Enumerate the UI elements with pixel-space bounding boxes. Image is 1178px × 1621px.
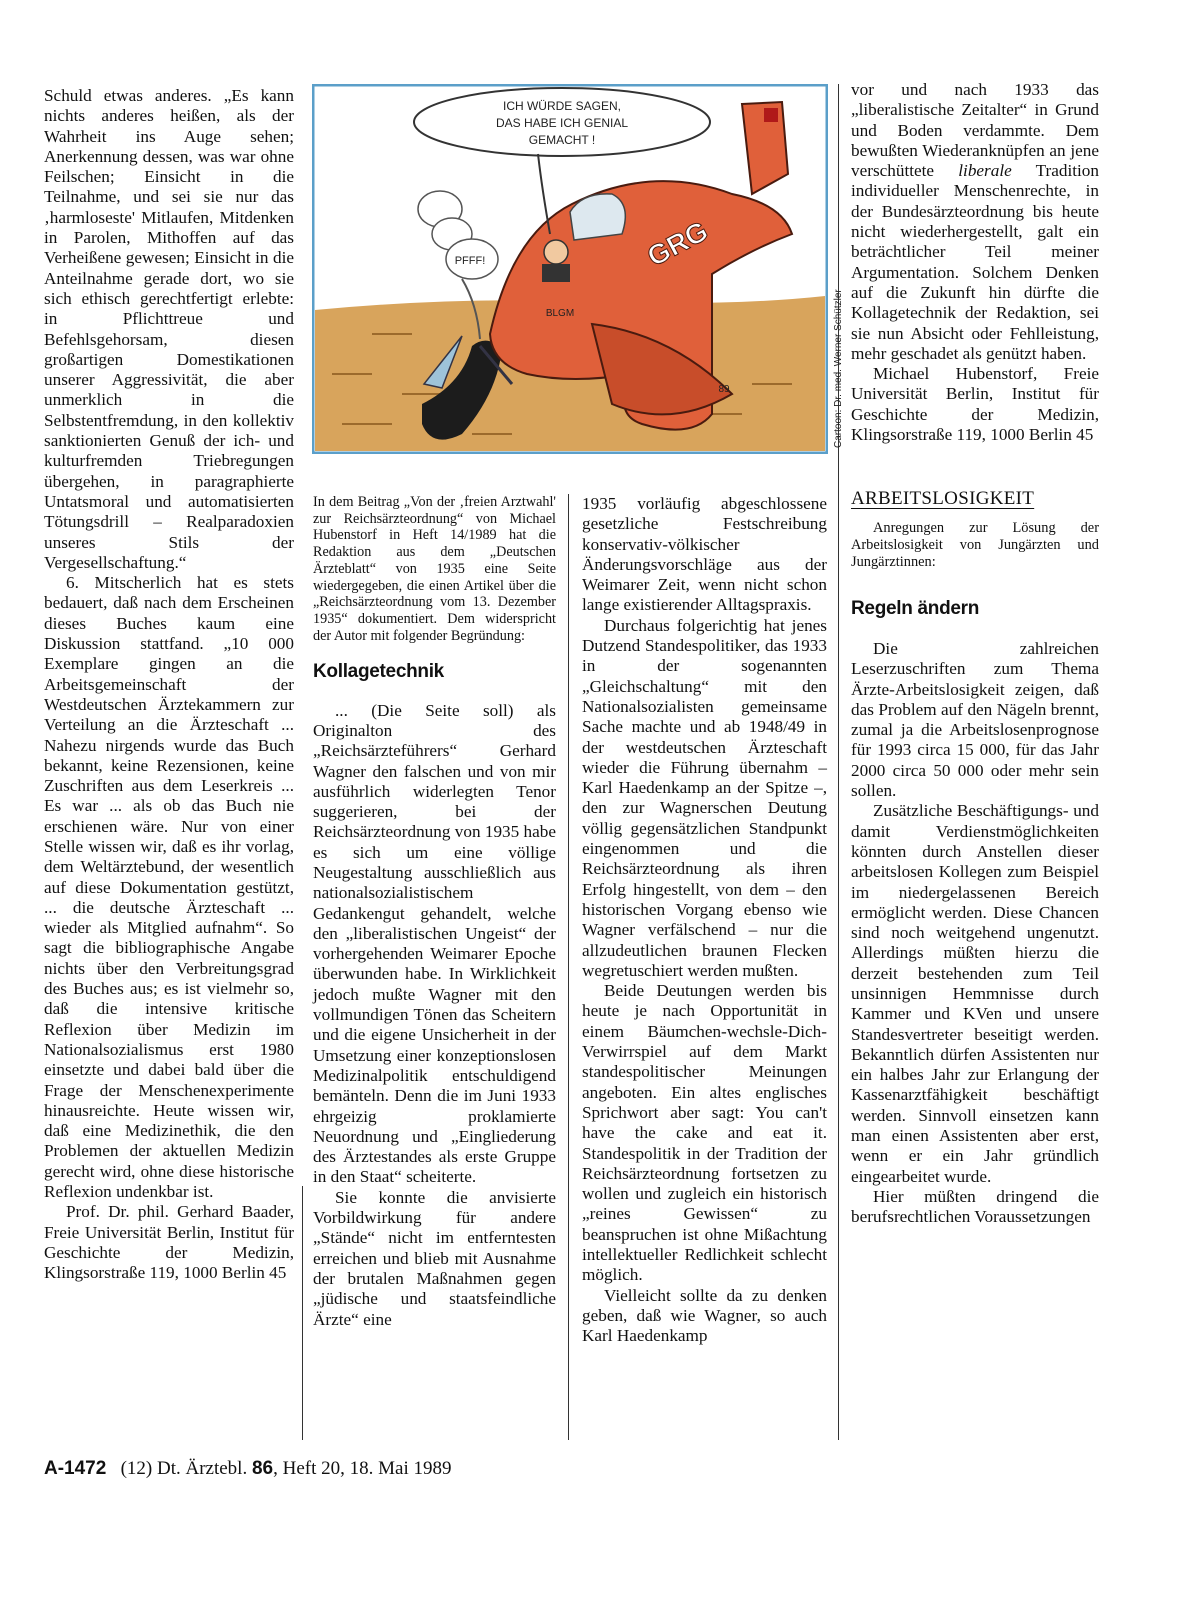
page-number: A-1472 [44,1458,107,1479]
pilot-head [544,240,568,264]
column-4 [851,80,1099,1228]
paragraph: 6. Mitscherlich hat es stets bedauert, daß nach dem Erscheinen dieses Buches kaum eine Diskussion stattfand. „10 000 Exemplare gingen an die Arbeitsgemeinschaft der Westdeutschen Ärztekammern zur Verteilung an die Ärzteschaft ... Nahezu nirgends wurde das Buch bekannt, keine Rezensionen, keine Zuschriften aus dem Leserkreis ... Es war ... als ob das Buch nie erschienen wäre. Nur von einer Stelle wissen wir, daß es ihr vorlag, dem Weltärztebund, der wesentlich auf diese Dokumentation gestützt, ... die deutsche Ärzteschaft ... wieder als Mitglied aufnahm“. So sagt die bibliographische Angabe nichts über den Verbreitungsgrad des Buches aus; es ist vielmehr so, daß die intensive kritische Reflexion über Medizin im Nationalsozialismus erst 1980 einsetzte und dabei bald über die Frage der Menschenexperimente hinausreichte. Heute wissen wir, daß eine Medizinethik, die den Problemen der aktuellen Medizin gerecht wird, ohne diese historische Reflexion undenkbar ist. [44,573,294,1202]
column-3 [582,494,827,1346]
paragraph: Sie konnte die anvisierte Vorbildwirkung für andere „Stände“ nicht im entferntesten erreichen und blieb mit Ausnahme der brutalen Maßnahmen gegen „jüdische und staatsfeindliche Ärzte“ eine [313,1187,556,1329]
paragraph: Hier müßten dringend die berufsrechtlichen Voraussetzungen [851,1186,1099,1227]
column-2 [313,494,556,1330]
paragraph: Durchaus folgerichtig hat jenes Dutzend Standespolitiker, das 1933 in der sogenannten „Gleichschaltung“ mit den Nationalsozialisten gemeinsame Sache machte und ab 1948/49 in der westdeutschen Ärzteschaft wieder die Führung übernahm – Karl Haedenkamp an der Spitze –, den zur Wagnerschen Deutung völlig gegensätzlichen Standpunkt eingenommen und die Reichsärzteordnung als ihren Erfolg hingestellt, von dem – den historischen Vorgang ebenso wie Wagner verfälschend – nur die allzudeutlichen braunen Flecken wegretuschiert werden mußten. [582,615,827,980]
speech-line: DAS HABE ICH GENIAL [495,116,629,130]
artist-signature: 89 [718,384,730,395]
editorial-intro: In dem Beitrag „Von der ‚freien Arztwahl' zur Reichsärzteordnung“ von Michael Hubenstorf in Heft 14/1989 hat die Redaktion aus dem „Deutschen Ärzteblatt“ von 1935 eine Seite wiedergegeben, die einen Artikel über die „Reichsärzteordnung vom 13. Dezember 1935“ dokumentiert. Dem widerspricht der Autor mit folgender Begründung: [313,494,556,644]
page-footer [44,1458,451,1480]
author-signature: Michael Hubenstorf, Freie Universität Berlin, Institut für Geschichte der Medizin, Klingsorstraße 119, 1000 Berlin 45 [851,364,1099,445]
column-1 [44,86,294,1284]
emphasis: liberale [958,161,1012,181]
tail-mark [764,108,778,122]
volume: 86 [251,1458,274,1479]
issue-date: , Heft 20, 18. Mai 1989 [273,1458,452,1479]
plane-label: GRG [642,214,713,273]
author-signature: Prof. Dr. phil. Gerhard Baader, Freie Universität Berlin, Institut für Geschichte der Medizin, Klingsorstraße 119, 1000 Berlin 45 [44,1202,294,1283]
speech-line: ICH WÜRDE SAGEN, [502,99,622,113]
article-heading: Kollagetechnik [313,661,444,683]
paragraph: Vielleicht sollte da zu denken geben, daß wie Wagner, so auch Karl Haedenkamp [582,1285,827,1346]
paragraph: Zusätzliche Beschäftigungs- und damit Verdienstmöglichkeiten könnten durch Anstellen dieser arbeitslosen Kollegen zum Beispiel im niedergelassenen Bereich ermöglicht werden. Diese Chancen sind noch weitgehend ungenutzt. Allerdings müßten hierzu die derzeit bestehenden zum Teil unsinnigen Hemmnisse durch Kammer und KVen und unsere Standesvertreter beseitigt werden. Bekanntlich dürfen Assistenten nur ein halbes Jahr zur Erlangung der Kassenarztfähigkeit beschäftigt werden. Sinnvoll einsetzen kann man einen Assistenten aber erst, wenn er ein Jahr gründlich eingearbeitet wurde. [851,801,1099,1186]
column-rule [568,494,569,1440]
svg-text:Cartoon: Dr. med. Werner Schüt: Cartoon: Dr. med. Werner Schützler [833,289,844,448]
paragraph: vor und nach 1933 das „liberalistische Zeitalter“ in Grund und Boden verdammte. Dem bewußten Wiederanknüpfen an jene verschüttete liberale Tradition individueller Menschenrechte, in der Bundesärzteordnung bis heute nicht wiederhergestellt, galt ein beträchtlicher Teil meiner Argumentation. Solchem Denken auf die Zukunft hin dürfte die Kollagetechnik der Redaktion, sei sie nun Absicht oder Fehlleistung, mehr geschadet als genützt haben. [851,80,1099,363]
article-heading: Regeln ändern [851,597,980,619]
paragraph: Die zahlreichen Leserzuschriften zum Thema Ärzte-Arbeitslosigkeit zeigen, daß das Problem auf den Nägeln brennt, zumal ja die Arbeitslosenprognose für 1993 circa 15 000, für das Jahr 2000 circa 50 000 oder mehr sein sollen. [851,638,1099,801]
paragraph: Beide Deutungen werden bis heute je nach Opportunität in einem Bäumchen-wechsle-Dich-Verwirrspiel auf dem Markt standespolitischer Meinungen angeboten. Ein altes englisches Sprichwort aber sagt: You can't have the cake and eat it. Standespolitik in der Tradition der Reichsärzteordnung fortsetzen zu wollen und zugleich ein historisch „reines Gewissen“ zu beanspruchen ist ohne Mißachtung intellektueller Redlichkeit schlecht möglich. [582,981,827,1285]
column-rule [302,1186,303,1440]
pilot-badge: BLGM [545,308,575,319]
paragraph: ... (Die Seite soll) als Originalton des „Reichsärzteführers“ Gerhard Wagner den falschen und von mir ausführlich widerlegten Tenor suggerieren, bei der Reichsärzteordnung von 1935 habe es sich um eine völlige Neugestaltung ausschließlich aus nationalsozialistischem Gedankengut gehandelt, welche den „liberalistischen Ungeist“ der vorhergehenden Weimarer Epoche überwunden habe. In Wirklichkeit jedoch mußte Wagner mit den vollmundigen Tönen das Scheitern und die eigene Unsicherheit in der Umsetzung einer konzeptionslosen Medizinalpolitik entschuldigend bemänteln. Denn die im Juni 1933 ehrgeizig proklamierte Neuordnung und „Eingliederung des Ärztestandes als erste Gruppe in den Staat“ scheiterte. [313,700,556,1187]
journal-ref: (12) Dt. Ärztebl. [120,1458,248,1479]
cartoon-credit [826,270,848,450]
pilot-body [542,264,570,282]
cartoon-illustration [312,84,828,454]
speech-line: GEMACHT ! [528,133,596,147]
section-subtitle: Anregungen zur Lösung der Arbeitslosigkeit von Jungärzten und Jungärztinnen: [851,519,1099,570]
section-rubric: ARBEITSLOSIGKEIT [851,488,1035,510]
paragraph: 1935 vorläufig abgeschlossene gesetzliche Festschreibung konservativ-völkischer Änderungsvorschläge aus der Weimarer Zeit, wenn nicht schon lange existierender Alltagspraxis. [582,494,827,615]
paragraph: Schuld etwas anderes. „Es kann nichts anderes heißen, als der Wahrheit ins Auge sehen; Anerkennung dessen, was war ohne Feilschen; Einsicht in die Teilnahme, und sei sie nur das ‚harmloseste' Mitlaufen, Mitdenken in Parolen, Mithoffen auf das Verheißene gewesen; Einsicht in die Anteilnahme gerade dort, wo sie sich ethisch gerechtfertigt erlebte: in Pflichttreue und Befehlsgehorsam, diesen großartigen Domestikationen unserer Aggressivität, die aber unmerklich in die Selbstentfremdung, in den kollektiv sanktionierten Genuß der ich- und kulturfremden Triebregungen übergehen, in paragraphierte Untatsmoral und automatisierten Tötungsdrill – Realparadoxien unseres Stils der Vergesellschaftung.“ [44,86,294,572]
puff-text: PFFF! [454,255,486,267]
